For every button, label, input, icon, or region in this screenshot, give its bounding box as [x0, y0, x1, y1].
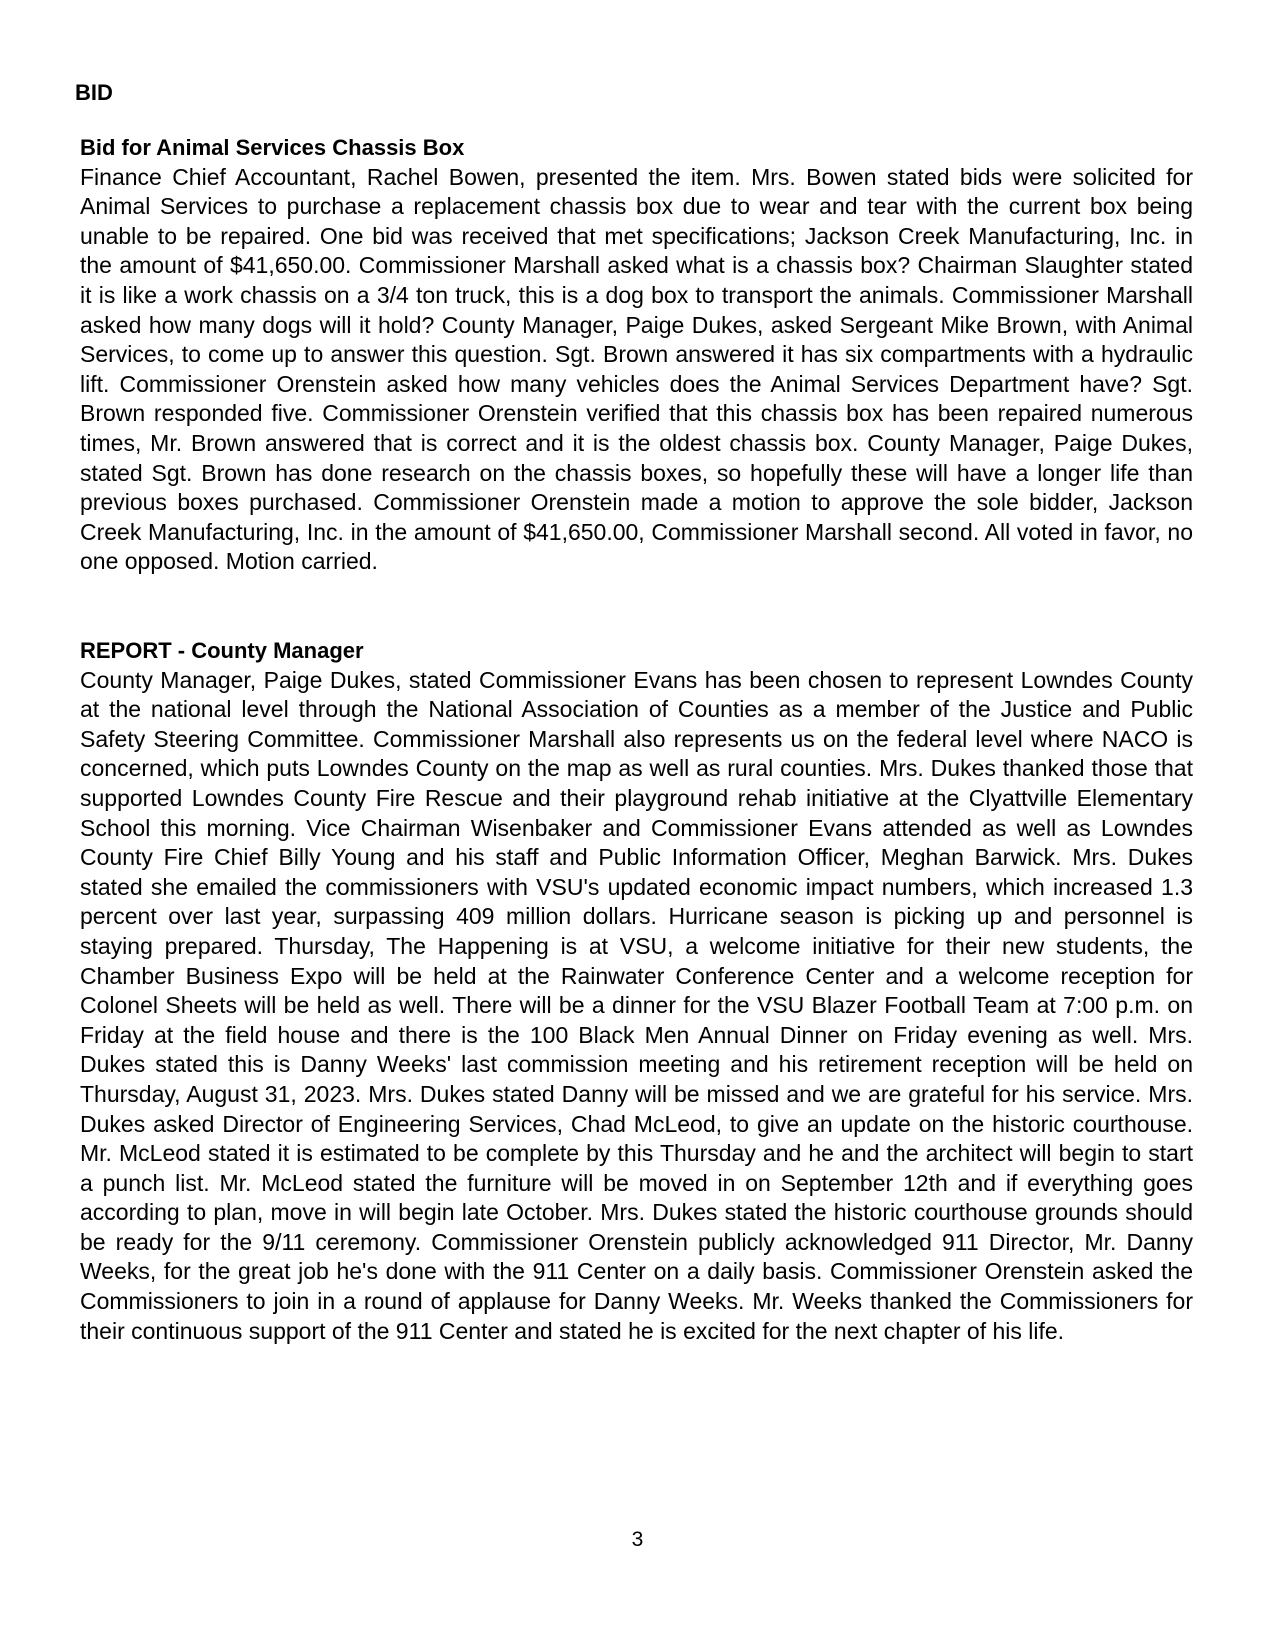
page-number: 3 — [631, 1528, 644, 1551]
bid-section — [80, 133, 1193, 577]
section-label: BID — [75, 80, 113, 105]
report-heading: REPORT - County Manager — [80, 638, 364, 663]
report-paragraph: County Manager, Paige Dukes, stated Commissioner Evans has been chosen to represent Lowndes County at the national level through the National Association of Counties as a member of the Justice and Public Safety Steering Committee. Commissioner Marshall also represents us on the federal level where NACO is concerned, which puts Lowndes County on the map as well as rural counties. Mrs. Dukes thanked those that supported Lowndes County Fire Rescue and their playground rehab initiative at the Clyattville Elementary School this morning. Vice Chairman Wisenbaker and Commissioner Evans attended as well as Lowndes County Fire Chief Billy Young and his staff and Public Information Officer, Meghan Barwick. Mrs. Dukes stated she emailed the commissioners with VSU's updated economic impact numbers, which increased 1.3 percent over last year, surpassing 409 million dollars. Hurricane season is picking up and personnel is staying prepared. Thursday, The Happening is at VSU, a welcome initiative for their new students, the Chamber Business Expo will be held at the Rainwater Conference Center and a welcome reception for Colonel Sheets will be held as well. There will be a dinner for the VSU Blazer Football Team at 7:00 p.m. on Friday at the field house and there is the 100 Black Men Annual Dinner on Friday evening as well. Mrs. Dukes stated this is Danny Weeks' last commission meeting and his retirement reception will be held on Thursday, August 31, 2023. Mrs. Dukes stated Danny will be missed and we are grateful for his service. Mrs. Dukes asked Director of Engineering Services, Chad McLeod, to give an update on the historic courthouse. Mr. McLeod stated it is estimated to be complete by this Thursday and he and the architect will begin to start a punch list. Mr. McLeod stated the furniture will be moved in on September 12th and if everything goes according to plan, move in will begin late October. Mrs. Dukes stated the historic courthouse grounds should be ready for the 9/11 ceremony. Commissioner Orenstein publicly acknowledged 911 Director, Mr. Danny Weeks, for the great job he's done with the 911 Center on a daily basis. Commissioner Orenstein asked the Commissioners to join in a round of applause for Danny Weeks. Mr. Weeks thanked the Commissioners for their continuous support of the 911 Center and stated he is excited for the next chapter of his life. — [80, 666, 1193, 1344]
report-section — [80, 636, 1193, 1346]
bid-heading: Bid for Animal Services Chassis Box — [80, 135, 465, 160]
bid-paragraph: Finance Chief Accountant, Rachel Bowen, presented the item. Mrs. Bowen stated bids were solicited for Animal Services to purchase a replacement chassis box due to wear and tear with the current box being unable to be repaired. One bid was received that met specifications; Jackson Creek Manufacturing, Inc. in the amount of $41,650.00. Commissioner Marshall asked what is a chassis box? Chairman Slaughter stated it is like a work chassis on a 3/4 ton truck, this is a dog box to transport the animals. Commissioner Marshall asked how many dogs will it hold? County Manager, Paige Dukes, asked Sergeant Mike Brown, with Animal Services, to come up to answer this question. Sgt. Brown answered it has six compartments with a hydraulic lift. Commissioner Orenstein asked how many vehicles does the Animal Services Department have? Sgt. Brown responded five. Commissioner Orenstein verified that this chassis box has been repaired numerous times, Mr. Brown answered that is correct and it is the oldest chassis box. County Manager, Paige Dukes, stated Sgt. Brown has done research on the chassis boxes, so hopefully these will have a longer life than previous boxes purchased. Commissioner Orenstein made a motion to approve the sole bidder, Jackson Creek Manufacturing, Inc. in the amount of $41,650.00, Commissioner Marshall second. All voted in favor, no one opposed. Motion carried. — [80, 163, 1193, 575]
